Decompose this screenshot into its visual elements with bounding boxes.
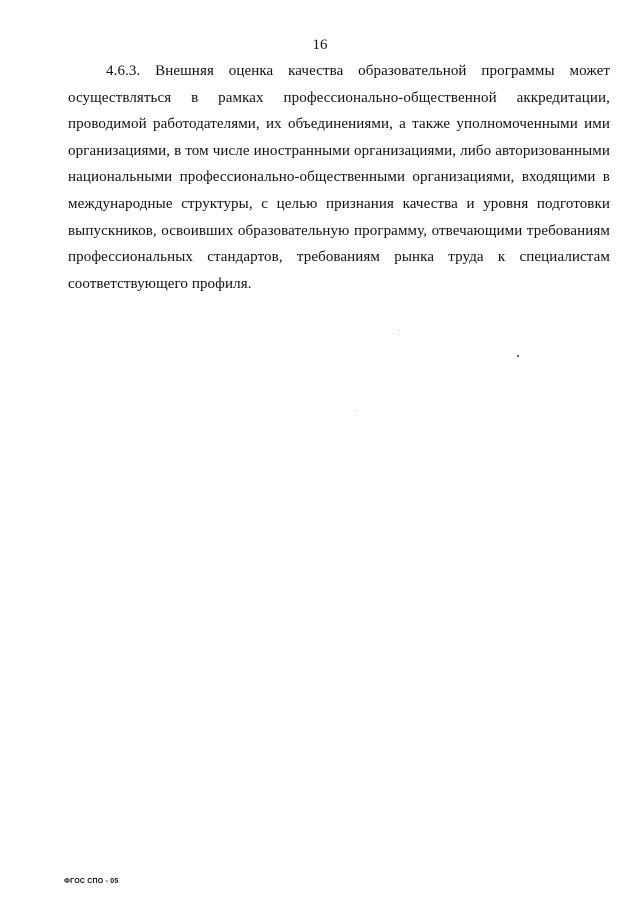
footer-code: ФГОС СПО - 05 (64, 878, 119, 885)
page-number: 16 (312, 37, 328, 53)
scan-speck (398, 330, 399, 331)
scan-speck (517, 355, 519, 357)
clause-4-6-3: 4.6.3. Внешняя оценка качества образовательной программы может осуществляться в рамках профессионально-общественной аккредитации, проводимой работодателями, их объединениями, а также уполномоченными ими организациями, в том числе иностранными организациями, либо авторизованными национальными профессионально-общественными организациями, входящими в международные структуры, с целью признания качества и уровня подготовки выпускников, освоивших образовательную программу, отвечающими требованиям профессиональных стандартов, требованиям рынка труда к специалистам соответствующего профиля. (68, 63, 610, 292)
scan-speck (355, 410, 356, 411)
